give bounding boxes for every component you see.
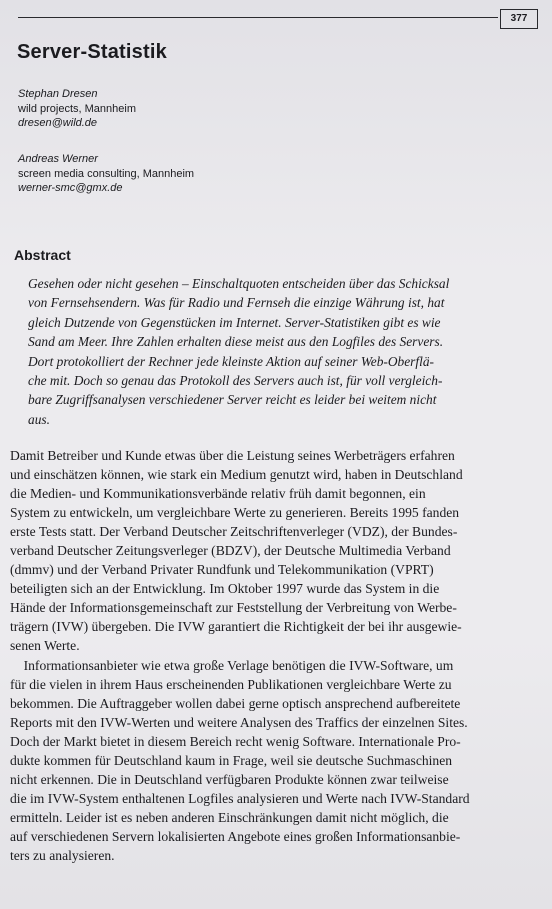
abstract-line: bare Zugriffsanalysen verschiedener Server reicht es leider bei weitem nicht [28,392,437,408]
header-rule [18,17,498,18]
abstract-line: aus. [28,411,50,427]
abstract-line: von Fernsehsendern. Was für Radio und Fernseh die einzige Währung ist, hat [28,295,445,311]
body-line: beteiligten sich an der Entwicklung. Im Oktober 1997 wurde das System in die [10,581,440,597]
body-line: dukte kommen für Deutschland kaum in Frage, weil sie deutsche Suchmaschinen [10,752,453,768]
body-line: (dmmv) und der Verband Privater Rundfunk und Telekommunikation (VPRT) [10,562,434,578]
body-line: System zu entwickeln, um vergleichbare Werte zu generieren. Bereits 1995 fanden [10,505,460,521]
body-line: für die vielen in ihrem Haus erscheinenden Publikationen vergleichbare Werte zu [10,676,452,692]
body-line: und einschätzen können, wie stark ein Medium genutzt wird, haben in Deutschland [10,467,463,483]
body-line: ters zu analysieren. [10,847,115,863]
body-line: senen Werte. [10,638,80,654]
abstract-line: Dort protokolliert der Rechner jede kleinste Aktion auf seiner Web-Oberflä- [28,353,434,369]
body-line: nicht erkennen. Die in Deutschland verfügbaren Produkte können zwar teilweise [10,771,449,787]
author-affiliation: screen media consulting, Mannheim [18,167,195,180]
author-name: Stephan Dresen [18,88,98,100]
abstract-line: che mit. Doch so genau das Protokoll des Servers auch ist, für voll vergleich- [28,373,443,389]
body-line: Reports mit den IVW-Werten und weitere Analysen des Traffics der einzelnen Sites. [10,714,468,730]
body-line: verband Deutscher Zeitungsverleger (BDZV), der Deutsche Multimedia Verband [10,543,451,559]
body-line: trägern (IVW) übergeben. Die IVW garantiert die Richtigkeit der bei ihr ausgewie- [10,619,462,635]
body-line: Damit Betreiber und Kunde etwas über die Leistung seines Werbeträgers erfahren [10,448,455,463]
author-email: dresen@wild.de [18,117,98,129]
page-number: 377 [500,9,538,29]
body-line: die Medien- und Kommunikationsverbände relativ früh damit begonnen, ein [10,486,426,502]
body-line: Hände der Informationsgemeinschaft zur Feststellung der Verbreitung von Werbe- [10,600,457,616]
body-text [10,446,543,865]
author-name: Andreas Werner [18,153,98,165]
body-line: erste Tests statt. Der Verband Deutscher Zeitschriftenverleger (VDZ), der Bundes- [10,524,458,540]
author-block-2 [18,152,194,196]
abstract-line: Sand am Meer. Ihre Zahlen erhalten diese meist aus den Logfiles des Servers. [28,334,444,350]
chapter-title: Server-Statistik [17,41,167,63]
abstract-heading: Abstract [14,247,71,263]
body-line: die im IVW-System enthaltenen Logfiles analysieren und Werte nach IVW-Standard [10,790,470,806]
author-email: werner-smc@gmx.de [18,182,123,194]
body-line: bekommen. Die Auftraggeber wollen dabei gerne optisch ansprechend aufbereitete [10,695,461,711]
abstract-line: Gesehen oder nicht gesehen – Einschaltquoten entscheiden über das Schicksal [28,276,450,291]
body-line: Informationsanbieter wie etwa große Verlage benötigen die IVW-Software, um [10,657,454,673]
abstract-text [28,274,531,429]
body-line: auf verschiedenen Servern lokalisierten Angebote eines großen Informationsanbie- [10,828,461,844]
author-affiliation: wild projects, Mannheim [18,102,136,115]
body-line: Doch der Markt bietet in diesem Bereich recht wenig Software. Internationale Pro- [10,733,461,749]
body-line: ermitteln. Leider ist es neben anderen Einschränkungen damit nicht möglich, die [10,809,449,825]
abstract-line: gleich Dutzende von Gegenstücken im Internet. Server-Statistiken gibt es wie [28,314,441,330]
author-block-1 [18,87,136,131]
